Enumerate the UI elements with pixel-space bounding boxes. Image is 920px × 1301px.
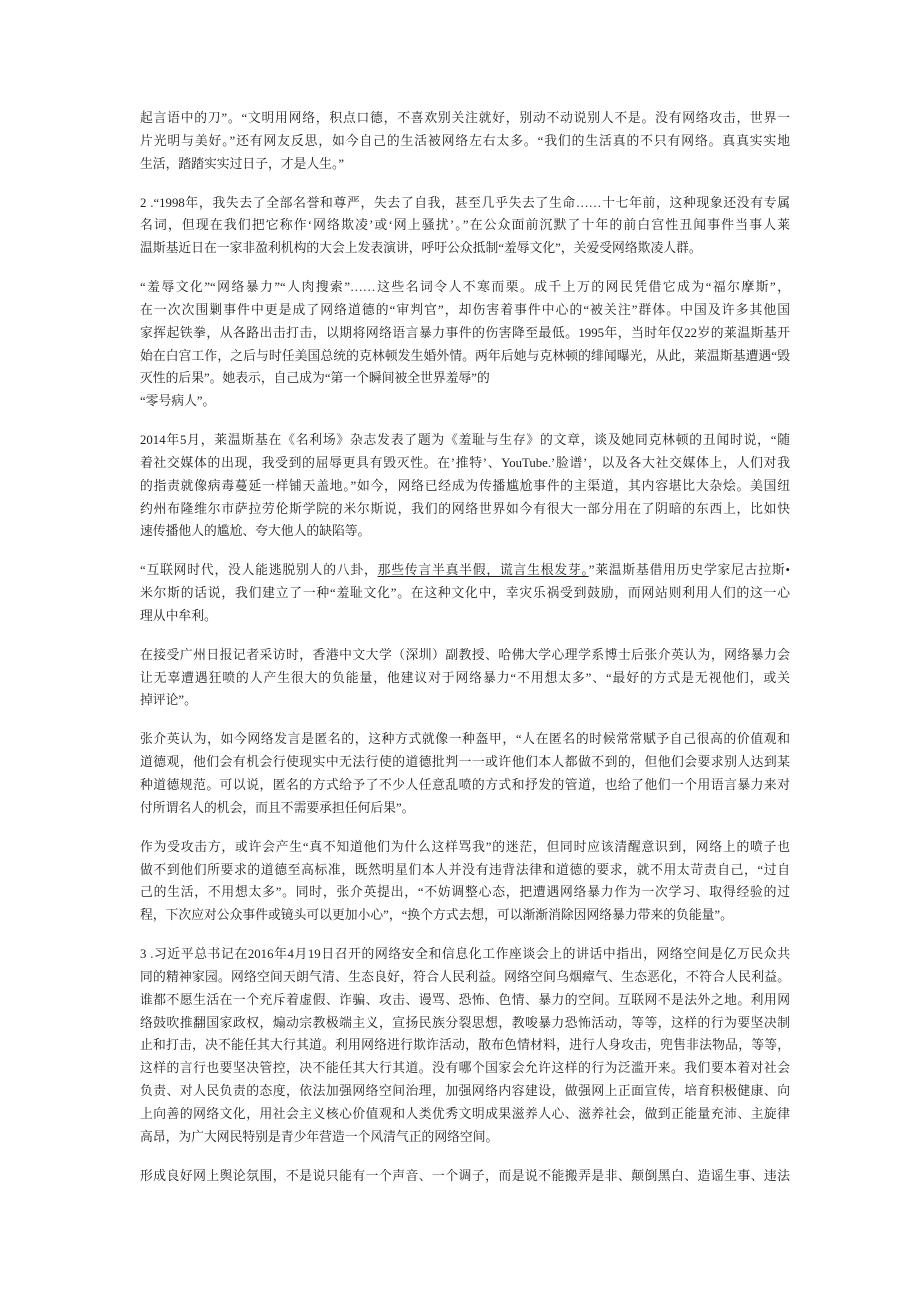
text-line: 形成良好网上舆论氛围，不是说只能有一个声音、一个调子，而是说不能搬弄是非、颠倒黑白、造谣生事、违法	[140, 1168, 790, 1183]
text-line: 在接受广州日报记者采访时，香港中文大学（深圳）副教授、哈佛大学心理学系博士后张介英认为，网络暴力会	[140, 647, 790, 662]
text-line: 着社交媒体的出现，我受到的屈辱更具有毁灭性。在’推特’、YouTube.’脸谱’，以及各大社交媒体上，人们对我	[140, 455, 790, 470]
text-line: 让无辜遭遇狂喷的人产生很大的负能量，他建议对于网络暴力“不用想太多”、“最好的方式是无视他们，或关	[140, 670, 790, 685]
text-line: 谁都不愿生活在一个充斥着虚假、诈骗、攻击、谩骂、恐怖、色情、暴力的空间。互联网不是法外之地。利用网	[140, 992, 790, 1007]
text-line: “羞辱文化”“网络暴力”“人肉搜索”……这些名词令人不寒而栗。成千上万的网民凭借它成为“福尔摩斯”，	[140, 280, 790, 295]
paragraph-8	[140, 836, 790, 927]
text-line: 灭性的后果”。她表示，自己成为“第一个瞬间被全世界羞辱”的	[140, 371, 490, 386]
text-segment: ”莱温斯基借用历史学家尼古拉斯•	[588, 563, 790, 578]
text-line	[140, 559, 790, 582]
paragraph-6	[140, 644, 790, 712]
text-line: “零号病人”。	[140, 394, 216, 409]
text-line: 络鼓吹推翻国家政权，煽动宗教极端主义，宣扬民族分裂思想，教唆暴力恐怖活动，等等，这样的行为要坚决制	[140, 1015, 790, 1030]
text-line: 负责、对人民负责的态度，依法加强网络空间治理，加强网络内容建设，做强网上正面宣传，培育积极健康、向	[140, 1083, 790, 1098]
text-line: 起言语中的刀”。“文明用网络，积点口德，不喜欢别关注就好，别动不动说别人不是。没有网络攻击，世界一	[140, 111, 790, 125]
text-line: 在一次次围剿事件中更是成了网络道德的“审判官”，却伤害着事件中心的“被关注”群体。中国及许多其他国	[140, 302, 790, 317]
paragraph-2	[140, 192, 790, 260]
text-line: 付所谓名人的机会，而且不需要承担任何后果”。	[140, 800, 415, 815]
text-line: 高昂，为广大网民特别是青少年营造一个风清气正的网络空间。	[140, 1129, 499, 1144]
text-line: 2014年5月，莱温斯基在《名利场》杂志发表了题为《羞耻与生存》的文章，谈及她同克林顿的丑闻时说，“随	[140, 433, 790, 448]
paragraph-4	[140, 429, 790, 543]
text-line: 的指责就像病毒蔓延一样铺天盖地。”如今，网络已经成为传播尴尬事件的主渠道，其内容堪比大杂烩。美国纽	[140, 478, 790, 493]
text-line: 做不到他们所要求的道德至高标准，既然明星们本人并没有违背法律和道德的要求，就不用太苛责自己，“过自	[140, 862, 790, 877]
paragraph-3	[140, 276, 790, 413]
text-line: 温斯基近日在一家非盈利机构的大会上发表演讲，呼吁公众抵制“羞辱文化”，关爱受网络欺凌人群。	[140, 241, 702, 256]
text-line: 理从中牟利。	[140, 608, 217, 623]
paragraph-10	[140, 1165, 790, 1188]
text-line: 片光明与美好。”还有网友反思，如今自己的生活被网络左右太多。“我们的生活真的不只有网络。真真实实地	[140, 133, 790, 148]
text-line: 作为受攻击方，或许会产生“真不知道他们为什么这样骂我”的迷茫，但同时应该清醒意识到，网络上的喷子也	[140, 839, 790, 854]
text-line: 速传播他人的尴尬、夸大他人的缺陷等。	[140, 524, 371, 539]
document-body	[140, 107, 790, 1204]
text-line: 己的生活，不用想太多”。同时，张介英提出，“不妨调整心态，把遭遇网络暴力作为一次学习、取得经验的过	[140, 885, 790, 900]
text-line: 程，下次应对公众事件或镜头可以更加小心”，“换个方式去想，可以渐渐消除因网络暴力带来的负能量”。	[140, 908, 733, 923]
text-line: 同的精神家园。网络空间天朗气清、生态良好，符合人民利益。网络空间乌烟瘴气、生态恶化，不符合人民利益。	[140, 970, 790, 984]
text-line: 2 .“1998年，我失去了全部名誉和尊严，失去了自我，甚至几乎失去了生命……十七年前，这种现象还没有专属	[140, 195, 790, 210]
text-segment: “互联网时代，没人能逃脱别人的八卦，	[140, 563, 378, 578]
paragraph-5	[140, 559, 790, 627]
text-line: 家挥起铁拳，从各路出击打击，以期将网络语言暴力事件的伤害降至最低。1995年，当时年仅22岁的莱温斯基开	[140, 325, 790, 340]
text-line: 名词，但现在我们把它称作‘网络欺凌’或‘网上骚扰’。”在公众面前沉默了十年的前白宫性丑闻事件当事人莱	[140, 218, 790, 233]
paragraph-1	[140, 107, 790, 175]
paragraph-7	[140, 728, 790, 819]
paragraph-9	[140, 943, 790, 1148]
text-line: 道德观，他们会有机会行使现实中无法行使的道德批判一一或许他们本人都做不到的，但他们会要求别人达到某	[140, 755, 790, 770]
text-line: 这样的言行也要坚决管控，决不能任其大行其道。没有哪个国家会允许这样的行为泛滥开来。我们要本着对社会	[140, 1061, 790, 1076]
text-line: 掉评论”。	[140, 693, 197, 708]
text-line: 米尔斯的话说，我们建立了一种“羞耻文化”。在这种文化中，幸灾乐祸受到鼓励，而网站则利用人们的这一心	[140, 586, 790, 601]
underlined-text: 那些传言半真半假，谎言生根发芽。	[377, 563, 589, 578]
text-line: 上向善的网络文化，用社会主义核心价值观和人类优秀文明成果滋养人心、滋养社会，做到正能量充沛、主旋律	[140, 1106, 790, 1121]
text-line: 3 .习近平总书记在2016年4月19日召开的网络安全和信息化工作座谈会上的讲话中指出，网络空间是亿万民众共	[140, 947, 790, 962]
text-line: 止和打击，决不能任其大行其道。利用网络进行欺诈活动，散布色情材料，进行人身攻击，兜售非法物品，等等，	[140, 1038, 790, 1053]
text-line: 种道德规范。可以说，匿名的方式给予了不少人任意乱喷的方式和抒发的管道，也给了他们一个用语言暴力来对	[140, 778, 790, 793]
text-line: 约州布隆维尔市萨拉劳伦斯学院的米尔斯说，我们的网络世界如今有很大一部分用在了阴暗的东西上，比如快	[140, 501, 790, 516]
text-line: 张介英认为，如今网络发言是匿名的，这种方式就像一种盔甲，“人在匿名的时候常常赋予自己很高的价值观和	[140, 732, 790, 747]
text-line: 生活，踏踏实实过日子，才是人生。”	[140, 156, 345, 171]
text-line: 始在白宫工作，之后与时任美国总统的克林顿发生婚外情。两年后她与克林顿的绯闻曝光，从此，莱温斯基遭遇“毁	[140, 348, 790, 363]
